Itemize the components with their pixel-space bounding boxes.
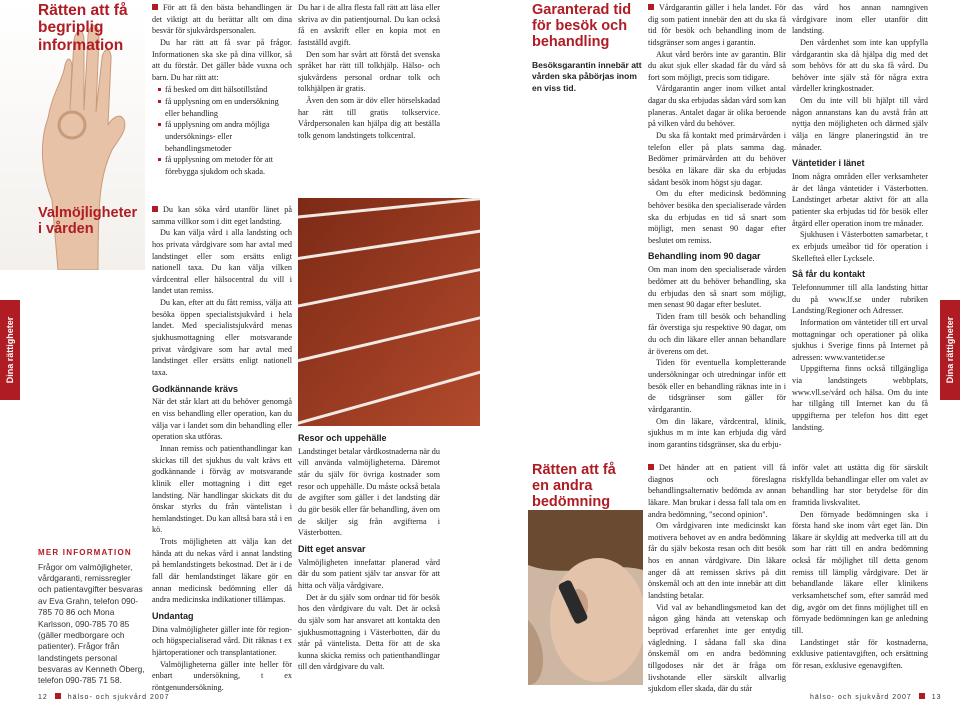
red-square-icon bbox=[648, 464, 654, 470]
heading-second-opinion: Rätten att få en andra bedömning bbox=[532, 462, 616, 511]
column-second-opinion-cont: inför valet att ustätta dig för särskilt riskfyllda behandlingar eller om valet av behandling har stor betydelse för din framtida livskvalitet. Den förnyade bedömningen ska i första hand ske inom vårt eget län. Din läkare är skyldig att medverka till att du som har rätt till en andra bedömning också får möjlighet till detta genom remiss till lämplig vårdgivare. Det är behandlande läkare eller klinikens verksamhetschef som, efter samråd med dig, avgör om det finns möjlighet till en förnyade bedömningen kan ge anledning till. Landstinget står för kostnaderna, exklusive patientavgiften, och ersättning för resan, exklusive egenavgiften. bbox=[792, 463, 928, 670]
subheading-exceptions: Undantag bbox=[152, 610, 194, 621]
red-square-icon bbox=[919, 693, 925, 699]
footer-title: hälso- och sjukvård 2007 bbox=[67, 694, 170, 701]
column-travel-responsibility: Resor och uppehälle Landstinget betalar vårdkostnaderna när du vill använda valmöjligheterna. Däremot står du själv för övriga kostnader som resor och uppehälle. Du måste också betala de avgifter som gäller i det landsting där du gör besök eller får behandling, även om de skiljer sig från avgifterna i Västerbotten. Ditt eget ansvar Valmöjligheten innefattar planerad vård där du som patient själv tar ansvar för att hitta och välja vårdgivare. Det är du själv som ordnar tid för besök hos den vårdgivare du valt. Det är också du själv som har ansvaret att kontakta den sjukhusmottagning i Västerbotten, där du står på väntelista. Detta för att de ska kunna skicka remiss och patienthandlingar till den vårdgivare du valt. bbox=[298, 433, 440, 672]
intro-text: Besöksgarantin innebär att vården ska påbörjas inom en viss tid. bbox=[532, 60, 642, 93]
list-item: få upplysning om andra möjliga undersöknings- eller behandlingsmetoder bbox=[158, 119, 292, 154]
red-square-icon bbox=[55, 693, 61, 699]
ear-exam-icon bbox=[528, 510, 643, 685]
running-track-photo bbox=[298, 198, 480, 426]
subheading-travel: Resor och uppehälle bbox=[298, 433, 387, 443]
rights-list bbox=[158, 84, 292, 177]
right-page bbox=[480, 0, 960, 705]
column-information: För att få den bästa behandlingen är det viktigt att du berättar allt om dina besvär för sjukvårdspersonalen. Du har rätt att få svar på frågor. Informationen ska ske på dina villkor, så att du förstår. Det gäller både vuxna och barn. Du har rätt att: få besked om ditt hälsotillstånd få upplysning om en undersökning eller behandling få upplysning om andra möjliga undersöknings- eller behandlingsmetoder få upplysning om metoder för att förebygga sjukdom och skada. bbox=[152, 3, 292, 176]
column-journal-interpreter: Du har i de allra flesta fall rätt att läsa eller skriva av din patientjournal. Du kan också få en avskrift eller en kopia mot en fastställd avgift. Den som har svårt att förstå det svenska språket har rätt till tolkhjälp. Hälso- och sjukvårdens personal ordnar tolk och tolkhjälpen är gratis. Även den som är döv eller hörselskadad har rätt till gratis tolkservice. Vårdpersonalen kan hjälpa dig att beställa tolk genom landstingets tolkcentral. bbox=[298, 3, 440, 141]
heading-rights-information: Rätten att få begriplig information bbox=[38, 2, 128, 54]
column-care-guarantee: Vårdgarantin gäller i hela landet. För dig som patient innebär den att du ska få tid för besök och behandling inom de tidsgränser som anges i garantin. Akut vård berörs inte av garantin. Blir du akut sjuk eller skadad får du vård så fort som möjligt, precis som tidigare. Vårdgarantin anger inom vilket antal dagar du ska erbjudas sådan vård som kan planeras. Antalet dagar är olika beroende på vilken vård du behöver. Du ska få kontakt med primärvården i telefon eller på plats samma dag. Bedömer primärvården att du behöver besöka en läkare där ska du erbjudas sådant besök inom högst sju dagar. Om du efter medicinsk bedömning behöver besöka den specialiserade vården ska du erbjudas en tid så snart som möjligt, men senast 90 dagar efter beslutet om remiss. Behandling inom 90 dagar Om man inom den specialiserade vården bedömer att du behöver behandling, ska du erbjudas den så snart som möjligt, men senast 90 dagar efter beslutet. Tiden fram till besök och behandling får överstiga sju respektive 90 dagar, om du och din läkare eller annan behandlare är överens om det. Tiden för eventuella kompletterande undersökningar och utredningar inför ett besök eller en behandling räknas inte in i de tidsgränser som gäller för vårdgarantin. Om din läkare, vårdcentral, klinik, sjukhus m m inte kan erbjuda dig vård inom garantins tidsgränser, ska du erbju- bbox=[648, 3, 787, 449]
page-number: 12 bbox=[38, 694, 48, 701]
list-item: få besked om ditt hälsotillstånd bbox=[158, 84, 292, 96]
column-waiting-times: das vård hos annan namngiven vårdgivare inom eller utanför ditt landsting. Den vårdenhet som inte kan uppfylla vårdgarantin ska då hjälpa dig med det som behövs för att du ska få vård. Du behöver inte själv stå för några extra vårdeller kringkostnader. Om du inte vill bli hjälpt till vård någon annanstans kan du avstå från att nyttja den möjligheten och därmed själv välja en längre planeringstid än tre månader. Väntetider i länet Inom några områden eller verksamheter är det långa väntetider i Västerbotten. Landstinget arbetar aktivt för att alla patienter ska erbjudas tid för besök eller åtgärd eller operation inom tre månader. Sjukhusen i Västerbotten samarbetar, t ex erbjuds umeåbor tid för operation i Skellefteå eller Lycksele. Så får du kontakt Telefonnummer till alla landsting hittar du på www.lf.se under rubriken Landsting/Regioner och Adresser. Information om väntetider till ert urval mottagningar och operationer på olika sjukhus i Sverige finns på Internet på adressen: www.vantetider.se Uppgifterna finns också tillgängliga via landstingets webbplats, www.vll.se/vård och hälsa. Om du inte har tillgång till Internet kan du få uppgifterna per telefon hos ditt eget landsting. bbox=[792, 3, 928, 432]
subheading-treatment-90-days: Behandling inom 90 dagar bbox=[648, 251, 761, 262]
footer-right bbox=[810, 693, 942, 701]
list-item: få upplysning om en undersökning eller behandling bbox=[158, 96, 292, 119]
subheading-approval: Godkännande krävs bbox=[152, 383, 239, 394]
running-track-icon bbox=[298, 198, 480, 426]
more-info-box: MER INFORMATION Frågor om valmöjligheter, vårdgaranti, remissregler och patientavgifter besvaras av Eva Grahn, telefon 090-785 70 86 och Mona Karlsson, 090-785 70 85 (gäller medborgare och patienter). Frågor från landstingets personal besvaras av Kenneth Öberg, telefon 090-785 71 58. bbox=[38, 548, 145, 686]
footer-left bbox=[38, 693, 170, 701]
subheading-waiting-times: Väntetider i länet bbox=[792, 158, 865, 169]
column-choices: Du kan söka vård utanför länet på samma villkor som i ditt eget landsting. Du kan välja vård i alla landsting och hos privata vårdgivare som har avtal med landstinget eller som ersätts enligt nationell taxa. Du kan välja vilken vårdcentral eller hälsocentral du vill i landet utan remiss. Du kan, efter att du fått remiss, välja att besöka öppen specialistsjukvård i hela landet. Med specialistsjukvård menas sjukhusmottagning eller motsvarande privat vårdgivare som har avtal med landstinget eller ersätts enligt nationell taxa. Godkännande krävs När det står klart att du behöver genomgå en viss behandling eller operation, kan du välja var i landet som din behandling eller operation ska utföras. Innan remiss och patienthandlingar kan skickas till det sjukhus du valt krävs ett godkännande i förväg av motsvarande klinik eller mottagning i ditt eget landsting. När handlingar skickats dit du önskar styrks du från väntelistan i hemlandstinget. Du kan alltså bara stå i en kö. Trots möjligheten att välja kan det hända att du nekas vård i annat landsting på hemlandstingets bekostnad. Det är i de fall där hemlandstinget läkare gör en annan medicinsk bedömning eller då andra medicinska indikationer tillämpas. Undantag Dina valmöjligheter gäller inte för region- och högspecialiserad vård. Dit räknas t ex hjärtoperationer och transplantationer. Valmöjligheterna gäller inte heller för enbart undersökning, t ex röntgenundersökning. bbox=[152, 205, 292, 692]
ear-exam-photo bbox=[528, 510, 643, 685]
footer-title: hälso- och sjukvård 2007 bbox=[810, 694, 912, 701]
side-tab-rights: Dina rättigheter bbox=[940, 300, 960, 400]
subheading-contact: Så får du kontakt bbox=[792, 269, 866, 280]
subheading-own-responsibility: Ditt eget ansvar bbox=[298, 543, 366, 554]
page-number: 13 bbox=[931, 694, 942, 701]
side-tab-rights: Dina rättigheter bbox=[0, 300, 20, 400]
heading-choices-in-care: Valmöjligheter i vården bbox=[38, 205, 138, 238]
list-item: få upplysning om metoder för att förebygga sjukdom och skada. bbox=[158, 154, 292, 177]
heading-guaranteed-time: Garanterad tid för besök och behandling bbox=[532, 2, 632, 51]
column-second-opinion: Det händer att en patient vill få diagnos och föreslagna behandlingsalternativ bedömda av annan läkare. Man brukar i dessa fall tala om en andra bedömning, "second opinion". Om vårdgivaren inte medicinskt kan motivera behovet av en andra bedömning får du själv bekosta resan och ditt besök hos en annan vårdgivare. Din läkare anger då att remissen skrivs på ditt önskemål och att den inte innebär att ditt landsting betalar. Vid val av behandlingsmetod kan det någon gång hända att vetenskap och beprövad erfarenhet inte ger entydig vägledning. I sådana fall ska dina önskemål om en andra bedömning tillgodoses när det är fråga om livshotande eller särskilt allvarlig sjukdom eller skada, där du står bbox=[648, 463, 786, 694]
red-square-icon bbox=[152, 206, 158, 212]
red-square-icon bbox=[152, 4, 158, 10]
red-square-icon bbox=[648, 4, 654, 10]
